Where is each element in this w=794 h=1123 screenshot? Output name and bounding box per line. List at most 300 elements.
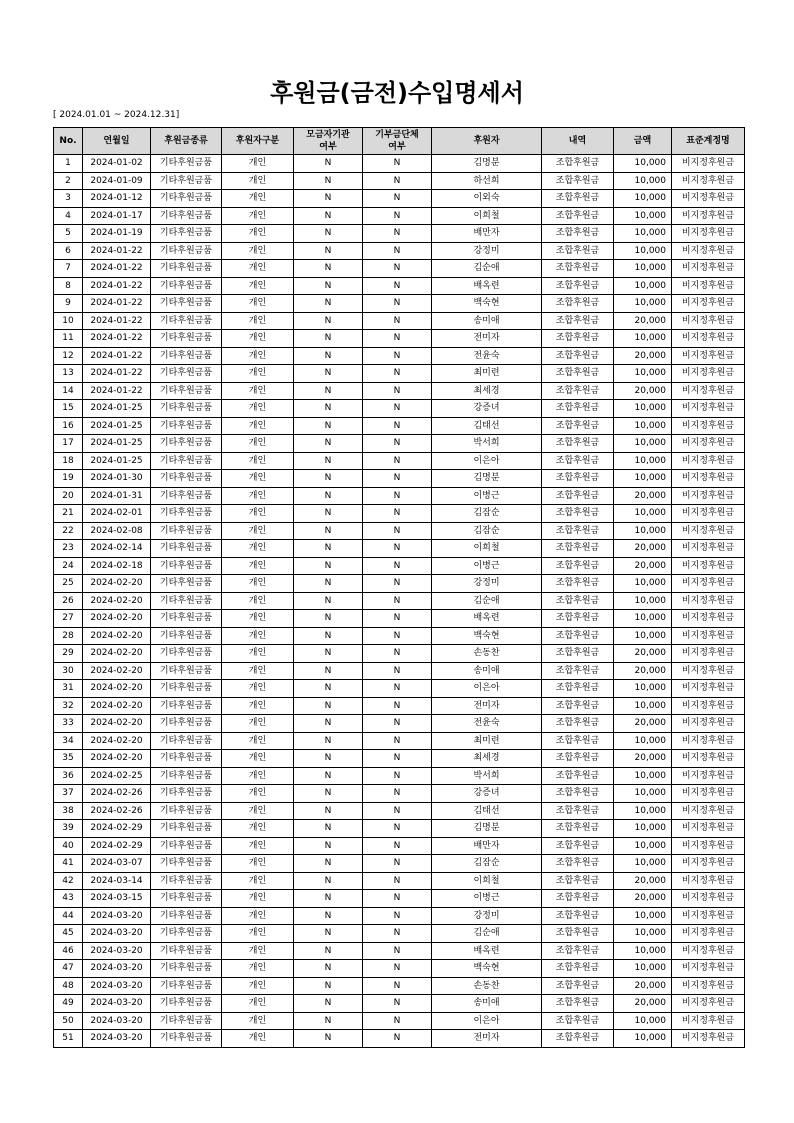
cell-account: 비지정후원금 [672, 155, 745, 173]
cell-kind: 기타후원금품 [151, 295, 222, 313]
cell-kind: 기타후원금품 [151, 400, 222, 418]
header-org: 기부금단체 여부 [363, 128, 432, 155]
header-kind: 후원금종류 [151, 128, 222, 155]
cell-date: 2024-02-29 [83, 837, 151, 855]
donation-income-table [53, 127, 745, 1048]
cell-donor-type: 개인 [222, 470, 294, 488]
cell-date: 2024-03-15 [83, 890, 151, 908]
cell-no: 18 [54, 452, 83, 470]
cell-no: 37 [54, 785, 83, 803]
cell-org: N [363, 767, 432, 785]
cell-donor-type: 개인 [222, 347, 294, 365]
table-row [54, 627, 745, 645]
cell-account: 비지정후원금 [672, 382, 745, 400]
cell-org: N [363, 960, 432, 978]
cell-date: 2024-02-20 [83, 645, 151, 663]
cell-donor: 강정미 [432, 575, 542, 593]
cell-amount: 10,000 [614, 1012, 672, 1030]
cell-no: 28 [54, 627, 83, 645]
cell-org: N [363, 662, 432, 680]
cell-detail: 조합후원금 [542, 907, 614, 925]
cell-org: N [363, 557, 432, 575]
cell-org: N [363, 627, 432, 645]
cell-donor: 전미자 [432, 1030, 542, 1048]
cell-amount: 20,000 [614, 662, 672, 680]
cell-kind: 기타후원금품 [151, 715, 222, 733]
cell-kind: 기타후원금품 [151, 347, 222, 365]
cell-donor: 최세경 [432, 750, 542, 768]
cell-amount: 10,000 [614, 190, 672, 208]
cell-date: 2024-02-01 [83, 505, 151, 523]
cell-org: N [363, 750, 432, 768]
cell-no: 32 [54, 697, 83, 715]
cell-date: 2024-03-20 [83, 907, 151, 925]
cell-donor-type: 개인 [222, 260, 294, 278]
cell-date: 2024-02-20 [83, 732, 151, 750]
cell-date: 2024-02-20 [83, 697, 151, 715]
cell-detail: 조합후원금 [542, 960, 614, 978]
table-row [54, 435, 745, 453]
cell-account: 비지정후원금 [672, 995, 745, 1013]
cell-amount: 20,000 [614, 347, 672, 365]
cell-donor-type: 개인 [222, 277, 294, 295]
header-agency: 모금자기관 여부 [294, 128, 363, 155]
table-row [54, 1012, 745, 1030]
cell-no: 17 [54, 435, 83, 453]
cell-donor: 배옥련 [432, 942, 542, 960]
cell-donor-type: 개인 [222, 802, 294, 820]
cell-no: 39 [54, 820, 83, 838]
cell-kind: 기타후원금품 [151, 995, 222, 1013]
cell-org: N [363, 977, 432, 995]
cell-account: 비지정후원금 [672, 890, 745, 908]
cell-account: 비지정후원금 [672, 767, 745, 785]
cell-donor-type: 개인 [222, 207, 294, 225]
cell-no: 23 [54, 540, 83, 558]
cell-date: 2024-01-22 [83, 347, 151, 365]
cell-donor-type: 개인 [222, 767, 294, 785]
cell-kind: 기타후원금품 [151, 365, 222, 383]
table-row [54, 277, 745, 295]
cell-agency: N [294, 715, 363, 733]
cell-donor-type: 개인 [222, 225, 294, 243]
cell-amount: 10,000 [614, 627, 672, 645]
cell-kind: 기타후원금품 [151, 1012, 222, 1030]
cell-agency: N [294, 470, 363, 488]
header-amount: 금액 [614, 128, 672, 155]
table-row [54, 242, 745, 260]
cell-date: 2024-02-20 [83, 715, 151, 733]
cell-date: 2024-02-29 [83, 820, 151, 838]
cell-no: 31 [54, 680, 83, 698]
cell-agency: N [294, 697, 363, 715]
cell-date: 2024-01-25 [83, 417, 151, 435]
cell-agency: N [294, 435, 363, 453]
cell-date: 2024-02-20 [83, 610, 151, 628]
cell-org: N [363, 260, 432, 278]
cell-no: 6 [54, 242, 83, 260]
cell-donor-type: 개인 [222, 907, 294, 925]
cell-donor-type: 개인 [222, 627, 294, 645]
cell-account: 비지정후원금 [672, 575, 745, 593]
cell-account: 비지정후원금 [672, 627, 745, 645]
cell-date: 2024-01-22 [83, 260, 151, 278]
cell-agency: N [294, 872, 363, 890]
cell-no: 19 [54, 470, 83, 488]
cell-date: 2024-01-22 [83, 382, 151, 400]
cell-donor: 이병근 [432, 487, 542, 505]
cell-org: N [363, 505, 432, 523]
cell-donor-type: 개인 [222, 697, 294, 715]
cell-kind: 기타후원금품 [151, 802, 222, 820]
cell-account: 비지정후원금 [672, 820, 745, 838]
cell-donor: 김잠순 [432, 522, 542, 540]
cell-account: 비지정후원금 [672, 312, 745, 330]
cell-donor: 이희철 [432, 872, 542, 890]
cell-amount: 10,000 [614, 837, 672, 855]
cell-no: 50 [54, 1012, 83, 1030]
cell-date: 2024-02-20 [83, 750, 151, 768]
cell-detail: 조합후원금 [542, 820, 614, 838]
cell-org: N [363, 890, 432, 908]
cell-no: 45 [54, 925, 83, 943]
table-row [54, 855, 745, 873]
cell-donor-type: 개인 [222, 785, 294, 803]
cell-kind: 기타후원금품 [151, 277, 222, 295]
cell-amount: 10,000 [614, 417, 672, 435]
cell-org: N [363, 487, 432, 505]
cell-account: 비지정후원금 [672, 785, 745, 803]
cell-kind: 기타후원금품 [151, 697, 222, 715]
table-row [54, 470, 745, 488]
cell-detail: 조합후원금 [542, 785, 614, 803]
cell-org: N [363, 855, 432, 873]
table-row [54, 732, 745, 750]
table-row [54, 505, 745, 523]
cell-no: 40 [54, 837, 83, 855]
cell-detail: 조합후원금 [542, 295, 614, 313]
cell-donor-type: 개인 [222, 382, 294, 400]
cell-account: 비지정후원금 [672, 872, 745, 890]
cell-detail: 조합후원금 [542, 610, 614, 628]
cell-detail: 조합후원금 [542, 680, 614, 698]
cell-org: N [363, 942, 432, 960]
table-row [54, 802, 745, 820]
table-row [54, 610, 745, 628]
cell-date: 2024-02-18 [83, 557, 151, 575]
table-row [54, 942, 745, 960]
cell-amount: 10,000 [614, 365, 672, 383]
cell-donor: 이은아 [432, 452, 542, 470]
cell-detail: 조합후원금 [542, 872, 614, 890]
cell-detail: 조합후원금 [542, 575, 614, 593]
cell-donor-type: 개인 [222, 487, 294, 505]
cell-amount: 10,000 [614, 802, 672, 820]
cell-donor-type: 개인 [222, 417, 294, 435]
cell-amount: 20,000 [614, 750, 672, 768]
cell-org: N [363, 715, 432, 733]
cell-account: 비지정후원금 [672, 225, 745, 243]
table-row [54, 907, 745, 925]
cell-date: 2024-03-20 [83, 925, 151, 943]
cell-kind: 기타후원금품 [151, 872, 222, 890]
cell-org: N [363, 610, 432, 628]
cell-date: 2024-02-26 [83, 802, 151, 820]
cell-donor-type: 개인 [222, 715, 294, 733]
cell-donor: 김잠순 [432, 855, 542, 873]
cell-account: 비지정후원금 [672, 907, 745, 925]
table-row [54, 172, 745, 190]
cell-agency: N [294, 347, 363, 365]
cell-date: 2024-02-25 [83, 767, 151, 785]
cell-no: 2 [54, 172, 83, 190]
cell-donor: 배만자 [432, 225, 542, 243]
cell-account: 비지정후원금 [672, 837, 745, 855]
cell-no: 44 [54, 907, 83, 925]
cell-detail: 조합후원금 [542, 802, 614, 820]
cell-org: N [363, 330, 432, 348]
cell-org: N [363, 190, 432, 208]
cell-date: 2024-03-20 [83, 1012, 151, 1030]
cell-account: 비지정후원금 [672, 330, 745, 348]
cell-donor: 하선희 [432, 172, 542, 190]
header-date: 연월일 [83, 128, 151, 155]
cell-account: 비지정후원금 [672, 732, 745, 750]
cell-agency: N [294, 400, 363, 418]
cell-donor: 전윤숙 [432, 347, 542, 365]
cell-agency: N [294, 330, 363, 348]
cell-donor: 송미애 [432, 662, 542, 680]
cell-account: 비지정후원금 [672, 592, 745, 610]
cell-account: 비지정후원금 [672, 1012, 745, 1030]
cell-account: 비지정후원금 [672, 242, 745, 260]
cell-agency: N [294, 925, 363, 943]
cell-agency: N [294, 172, 363, 190]
cell-donor: 송미애 [432, 995, 542, 1013]
cell-donor-type: 개인 [222, 732, 294, 750]
cell-no: 11 [54, 330, 83, 348]
cell-donor-type: 개인 [222, 452, 294, 470]
cell-detail: 조합후원금 [542, 277, 614, 295]
cell-org: N [363, 295, 432, 313]
cell-amount: 10,000 [614, 225, 672, 243]
cell-detail: 조합후원금 [542, 417, 614, 435]
cell-account: 비지정후원금 [672, 452, 745, 470]
cell-org: N [363, 435, 432, 453]
cell-donor: 박서희 [432, 435, 542, 453]
cell-detail: 조합후원금 [542, 260, 614, 278]
cell-kind: 기타후원금품 [151, 435, 222, 453]
cell-donor: 손동찬 [432, 977, 542, 995]
cell-donor-type: 개인 [222, 592, 294, 610]
cell-donor: 최세경 [432, 382, 542, 400]
cell-kind: 기타후원금품 [151, 557, 222, 575]
cell-amount: 20,000 [614, 487, 672, 505]
cell-date: 2024-01-22 [83, 277, 151, 295]
cell-account: 비지정후원금 [672, 960, 745, 978]
cell-detail: 조합후원금 [542, 365, 614, 383]
table-row [54, 785, 745, 803]
cell-kind: 기타후원금품 [151, 505, 222, 523]
cell-org: N [363, 225, 432, 243]
cell-org: N [363, 872, 432, 890]
cell-amount: 10,000 [614, 697, 672, 715]
table-row [54, 557, 745, 575]
cell-account: 비지정후원금 [672, 855, 745, 873]
cell-org: N [363, 1012, 432, 1030]
cell-amount: 10,000 [614, 207, 672, 225]
cell-detail: 조합후원금 [542, 1012, 614, 1030]
table-row [54, 540, 745, 558]
cell-kind: 기타후원금품 [151, 837, 222, 855]
cell-date: 2024-02-08 [83, 522, 151, 540]
cell-donor: 이병근 [432, 557, 542, 575]
table-row [54, 960, 745, 978]
cell-amount: 20,000 [614, 645, 672, 663]
cell-agency: N [294, 610, 363, 628]
cell-org: N [363, 242, 432, 260]
cell-donor: 이은아 [432, 680, 542, 698]
cell-amount: 10,000 [614, 960, 672, 978]
cell-kind: 기타후원금품 [151, 330, 222, 348]
cell-kind: 기타후원금품 [151, 207, 222, 225]
cell-org: N [363, 732, 432, 750]
cell-date: 2024-03-20 [83, 960, 151, 978]
cell-org: N [363, 277, 432, 295]
cell-donor-type: 개인 [222, 400, 294, 418]
cell-donor: 이병근 [432, 890, 542, 908]
cell-amount: 20,000 [614, 995, 672, 1013]
table-row [54, 750, 745, 768]
cell-account: 비지정후원금 [672, 925, 745, 943]
cell-account: 비지정후원금 [672, 522, 745, 540]
cell-no: 5 [54, 225, 83, 243]
cell-agency: N [294, 785, 363, 803]
cell-agency: N [294, 977, 363, 995]
cell-kind: 기타후원금품 [151, 312, 222, 330]
cell-detail: 조합후원금 [542, 925, 614, 943]
cell-org: N [363, 417, 432, 435]
cell-agency: N [294, 1012, 363, 1030]
cell-detail: 조합후원금 [542, 767, 614, 785]
table-row [54, 890, 745, 908]
cell-kind: 기타후원금품 [151, 855, 222, 873]
cell-kind: 기타후원금품 [151, 907, 222, 925]
cell-account: 비지정후원금 [672, 645, 745, 663]
cell-amount: 10,000 [614, 505, 672, 523]
cell-account: 비지정후원금 [672, 540, 745, 558]
cell-detail: 조합후원금 [542, 225, 614, 243]
cell-agency: N [294, 260, 363, 278]
cell-agency: N [294, 295, 363, 313]
cell-no: 21 [54, 505, 83, 523]
cell-date: 2024-02-20 [83, 627, 151, 645]
cell-kind: 기타후원금품 [151, 155, 222, 173]
cell-org: N [363, 540, 432, 558]
cell-amount: 10,000 [614, 610, 672, 628]
cell-detail: 조합후원금 [542, 190, 614, 208]
cell-amount: 10,000 [614, 732, 672, 750]
cell-account: 비지정후원금 [672, 942, 745, 960]
cell-kind: 기타후원금품 [151, 1030, 222, 1048]
cell-amount: 20,000 [614, 977, 672, 995]
cell-account: 비지정후원금 [672, 662, 745, 680]
cell-donor: 전미자 [432, 697, 542, 715]
cell-donor: 백숙현 [432, 295, 542, 313]
cell-donor: 배옥련 [432, 277, 542, 295]
cell-no: 22 [54, 522, 83, 540]
cell-account: 비지정후원금 [672, 557, 745, 575]
cell-agency: N [294, 505, 363, 523]
cell-detail: 조합후원금 [542, 522, 614, 540]
cell-account: 비지정후원금 [672, 347, 745, 365]
cell-donor: 김순애 [432, 925, 542, 943]
cell-date: 2024-01-30 [83, 470, 151, 488]
cell-donor-type: 개인 [222, 890, 294, 908]
cell-detail: 조합후원금 [542, 312, 614, 330]
cell-donor-type: 개인 [222, 820, 294, 838]
cell-no: 13 [54, 365, 83, 383]
document-title: 후원금(금전)수입명세서 [270, 79, 524, 107]
cell-agency: N [294, 767, 363, 785]
cell-donor: 강정미 [432, 907, 542, 925]
cell-amount: 20,000 [614, 382, 672, 400]
cell-amount: 10,000 [614, 295, 672, 313]
cell-kind: 기타후원금품 [151, 487, 222, 505]
cell-agency: N [294, 522, 363, 540]
cell-org: N [363, 522, 432, 540]
cell-org: N [363, 995, 432, 1013]
cell-detail: 조합후원금 [542, 995, 614, 1013]
cell-agency: N [294, 540, 363, 558]
cell-donor: 김명분 [432, 820, 542, 838]
cell-detail: 조합후원금 [542, 627, 614, 645]
cell-org: N [363, 172, 432, 190]
cell-amount: 10,000 [614, 785, 672, 803]
cell-detail: 조합후원금 [542, 855, 614, 873]
cell-agency: N [294, 942, 363, 960]
cell-date: 2024-01-02 [83, 155, 151, 173]
cell-account: 비지정후원금 [672, 435, 745, 453]
cell-agency: N [294, 382, 363, 400]
cell-amount: 10,000 [614, 592, 672, 610]
cell-no: 12 [54, 347, 83, 365]
cell-kind: 기타후원금품 [151, 190, 222, 208]
cell-donor-type: 개인 [222, 575, 294, 593]
cell-account: 비지정후원금 [672, 802, 745, 820]
cell-agency: N [294, 662, 363, 680]
header-donor: 후원자 [432, 128, 542, 155]
cell-agency: N [294, 890, 363, 908]
table-row [54, 575, 745, 593]
cell-account: 비지정후원금 [672, 715, 745, 733]
cell-agency: N [294, 820, 363, 838]
cell-kind: 기타후원금품 [151, 890, 222, 908]
cell-org: N [363, 645, 432, 663]
cell-detail: 조합후원금 [542, 662, 614, 680]
cell-kind: 기타후원금품 [151, 785, 222, 803]
cell-date: 2024-01-31 [83, 487, 151, 505]
cell-date: 2024-01-09 [83, 172, 151, 190]
header-account: 표준계정명 [672, 128, 745, 155]
cell-date: 2024-03-20 [83, 995, 151, 1013]
cell-no: 42 [54, 872, 83, 890]
cell-account: 비지정후원금 [672, 277, 745, 295]
cell-donor-type: 개인 [222, 610, 294, 628]
cell-org: N [363, 452, 432, 470]
cell-account: 비지정후원금 [672, 260, 745, 278]
cell-no: 29 [54, 645, 83, 663]
